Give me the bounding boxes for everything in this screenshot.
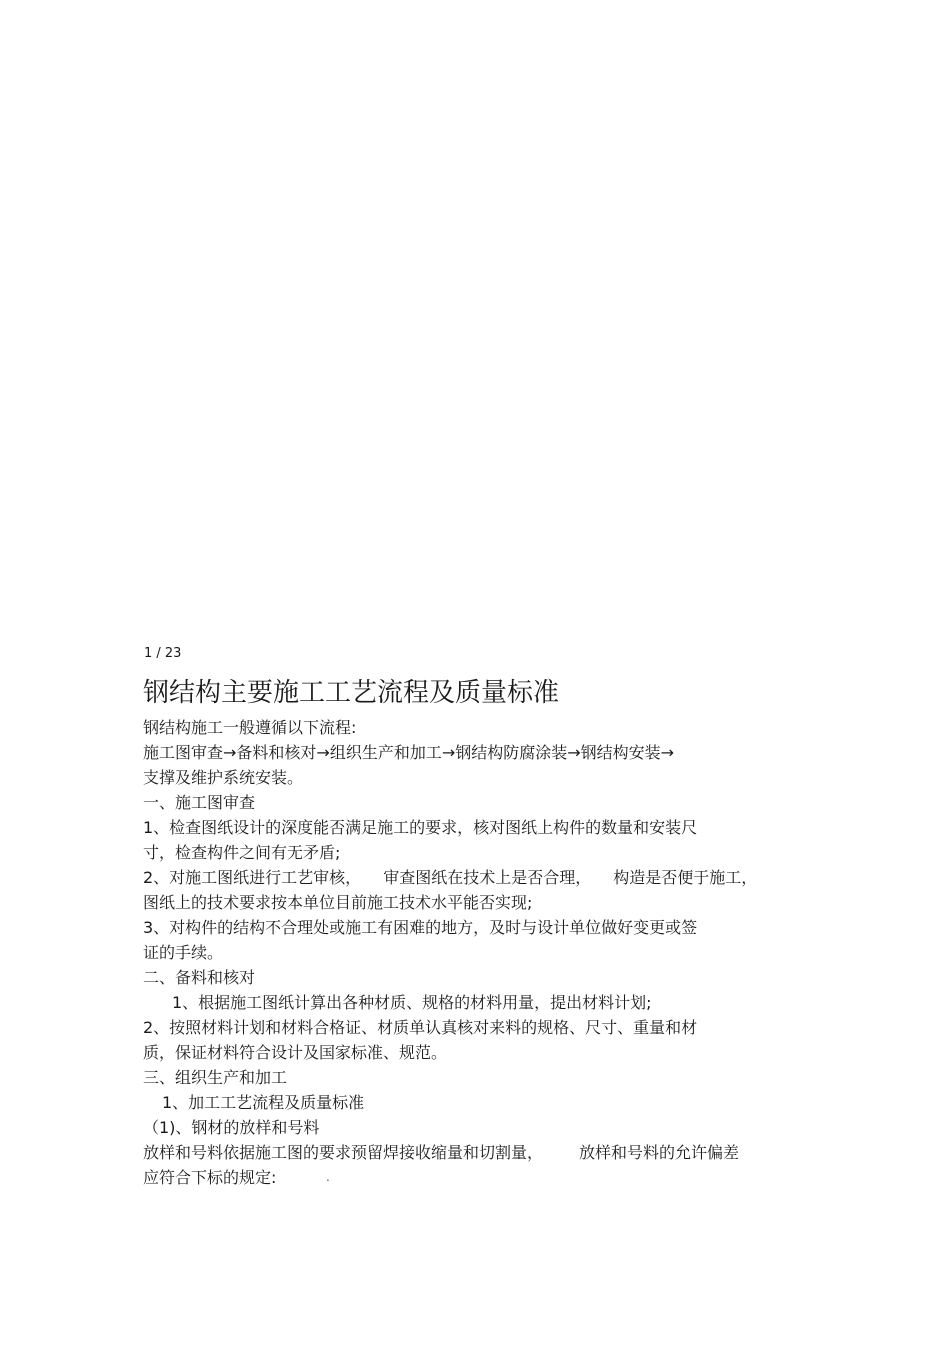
section-heading-2: 二、备料和核对 [143, 968, 256, 987]
section-heading-3: 三、组织生产和加工 [143, 1068, 288, 1087]
paragraph-layout-segment-a: 放样和号料依据施工图的要求预留焊接收缩量和切割量， [143, 1143, 544, 1162]
paragraph-layout-segment-b: 放样和号料的允许偏差 [579, 1143, 740, 1162]
item-1-2-segment-a: 2、对施工图纸进行工艺审核， [143, 868, 362, 887]
item-1-1-line-2: 寸，检查构件之间有无矛盾; [143, 843, 341, 862]
paragraph-layout-line-1 [143, 1143, 739, 1163]
item-1-3-line-1: 3、对构件的结构不合理处或施工有困难的地方，及时与设计单位做好变更或签 [143, 918, 698, 937]
item-2-1: 1、根据施工图纸计算出各种材质、规格的材料用量，提出材料计划; [172, 993, 652, 1012]
paragraph-flow-line-2: 支撑及维护系统安装。 [143, 768, 304, 787]
section-heading-1: 一、施工图审查 [143, 793, 256, 812]
item-1-2-line-1 [143, 868, 757, 888]
item-1-1-line-1: 1、检查图纸设计的深度能否满足施工的要求，核对图纸上构件的数量和安装尺 [143, 818, 698, 837]
item-1-2-segment-c: 构造是否便于施工， [613, 868, 758, 887]
paragraph-layout-line-2: 应符合下标的规定: [143, 1168, 277, 1187]
paragraph-intro: 钢结构施工一般遵循以下流程: [143, 718, 357, 737]
item-1-2-line-2: 图纸上的技术要求按本单位目前施工技术水平能否实现; [143, 893, 533, 912]
document-title: 钢结构主要施工工艺流程及质量标准 [143, 678, 560, 708]
trailing-mark: . [326, 1170, 330, 1184]
item-2-2-line-1: 2、按照材料计划和材料合格证、材质单认真核对来料的规格、尺寸、重量和材 [143, 1018, 698, 1037]
subsection-heading-3-1: 1、加工工艺流程及质量标准 [162, 1093, 365, 1112]
item-2-2-line-2: 质，保证材料符合设计及国家标准、规范。 [143, 1043, 448, 1062]
subsection-heading-3-1-1: （1)、钢材的放样和号料 [143, 1118, 320, 1137]
paragraph-flow-line-1: 施工图审查→备料和核对→组织生产和加工→钢结构防腐涂装→钢结构安装→ [143, 743, 675, 762]
item-1-3-line-2: 证的手续。 [143, 943, 224, 962]
item-1-2-segment-b: 审查图纸在技术上是否合理， [383, 868, 592, 887]
page-number: 1 / 23 [144, 646, 182, 661]
